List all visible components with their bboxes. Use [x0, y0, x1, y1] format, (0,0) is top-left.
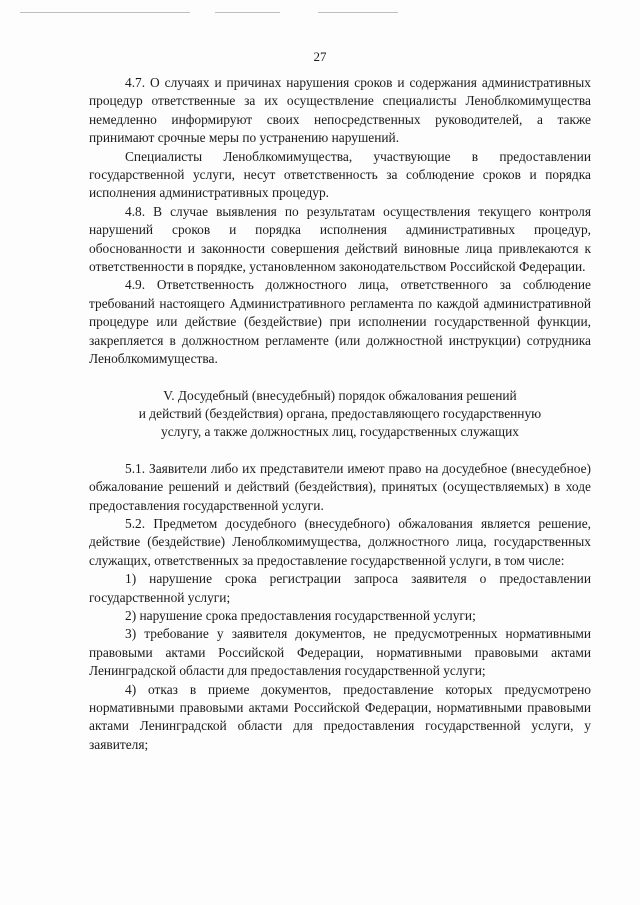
paragraph-4-9: 4.9. Ответственность должностного лица, ответственного за соблюдение требований настоящего Административного регламента по каждой административной процедуре или действие (бездействие) при исполнении государственной функции, закрепляется в должностном регламенте (или должностной инструкции) сотрудника Леноблкомимущества. [89, 277, 591, 367]
list-item-1: 1) нарушение срока регистрации запроса заявителя о предоставлении государственной услуги; [89, 571, 591, 605]
scan-artifact-line [215, 12, 280, 13]
paragraph-4-7: 4.7. О случаях и причинах нарушения сроков и содержания административных процедур ответственные за их осуществление специалисты Леноблкомимущества немедленно информируют своих непосредственных руководителей, а также принимают срочные меры по устранению нарушений. [89, 75, 591, 146]
list-item-4: 4) отказ в приеме документов, предоставление которых предусмотрено нормативными правовыми актами Российской Федерации, нормативными правовыми актами Ленинградской области для предоставления государственной услуги, у заявителя; [89, 681, 591, 752]
section-heading-line: V. Досудебный (внесудебный) порядок обжалования решений [163, 387, 517, 403]
list-item-2: 2) нарушение срока предоставления государственной услуги; [125, 607, 476, 623]
list-item-3: 3) требование у заявителя документов, не предусмотренных нормативными правовыми актами Российской Федерации, нормативными правовыми актами Ленинградской области для предоставления государственной услуги; [89, 626, 591, 679]
paragraph-5-1: 5.1. Заявители либо их представители имеют право на досудебное (внесудебное) обжалование решений и действий (бездействия), принятых (осуществляемых) в ходе предоставления государственной услуги. [89, 460, 591, 513]
section-heading-line: услугу, а также должностных лиц, государственных служащих [161, 424, 519, 440]
scan-artifact-line [318, 12, 398, 13]
scan-artifact-line [20, 12, 190, 13]
paragraph-specialists-responsibility: Специалисты Леноблкомимущества, участвующие в предоставлении государственной услуги, несут ответственность за соблюдение сроков и порядка исполнения административных процедур. [89, 148, 591, 201]
document-body [89, 74, 591, 754]
paragraph-5-2: 5.2. Предметом досудебного (внесудебного) обжалования является решение, действие (бездействие) Леноблкомимущества, должностного лица, государственных служащих, ответственных за предоставление государственной услуги, в том числе: [89, 515, 591, 568]
page-number: 27 [313, 49, 327, 64]
paragraph-4-8: 4.8. В случае выявления по результатам осуществления текущего контроля нарушений сроков и порядка исполнения административных процедур, обоснованности и законности совершения действий виновные лица привлекаются к ответственности в порядке, установленном законодательством Российской Федерации. [89, 203, 591, 275]
section-heading-line: и действий (бездействия) органа, предоставляющего государственную [138, 405, 542, 421]
section-v-heading [89, 387, 591, 442]
